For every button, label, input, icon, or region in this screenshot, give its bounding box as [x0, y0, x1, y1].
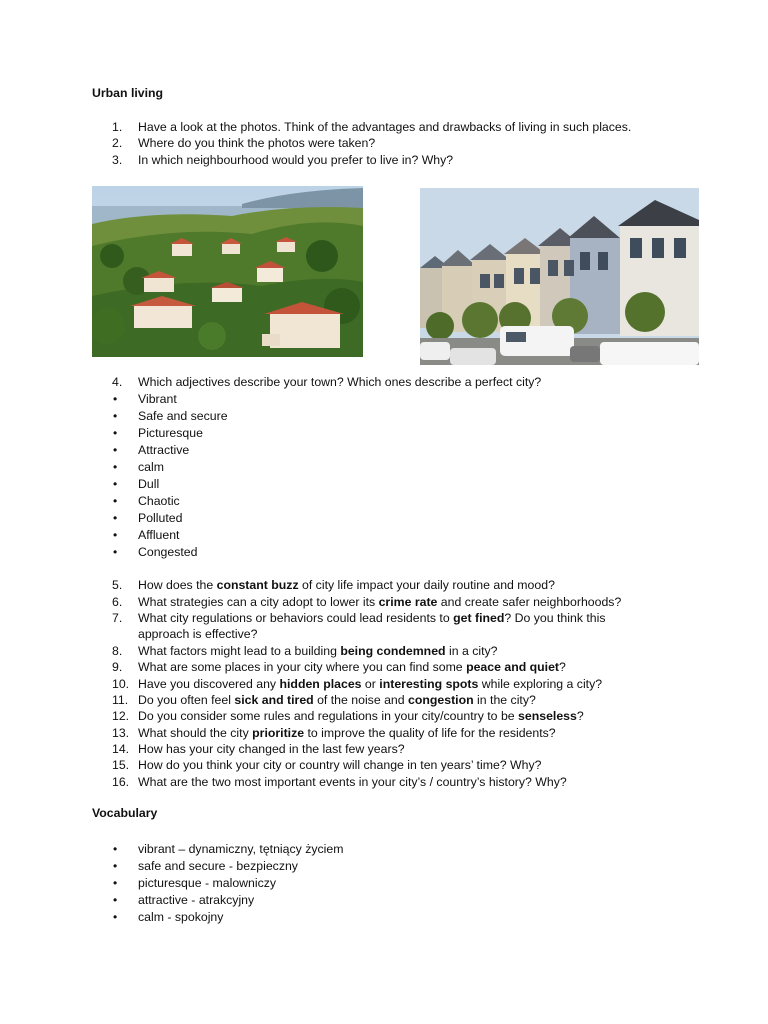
item-number: 2.	[112, 136, 123, 150]
item-number: 11.	[112, 693, 129, 707]
bullet-text: Congested	[138, 545, 198, 559]
victorian-houses-photo	[420, 188, 699, 365]
item-text: Where do you think the photos were taken?	[138, 136, 376, 150]
vocabulary-text: picturesque - malowniczy	[138, 876, 277, 890]
item-text: What strategies can a city adopt to lower its crime rate and create safer neighborhoods?	[138, 595, 622, 609]
item-text: In which neighbourhood would you prefer to live in? Why?	[138, 153, 454, 167]
bullet-dot: •	[113, 876, 118, 890]
item-text: What should the city prioritize to improve the quality of life for the residents?	[138, 726, 556, 740]
bullet-text: Affluent	[138, 528, 180, 542]
bullet-dot: •	[113, 545, 118, 559]
vocabulary-text: attractive - atrakcyjny	[138, 893, 255, 907]
key-phrase: constant buzz	[216, 578, 299, 592]
item-text: What are the two most important events in your city’s / country’s history? Why?	[138, 775, 567, 789]
bullet-dot: •	[113, 528, 118, 542]
hillside-village-photo	[92, 186, 363, 357]
item-number: 7.	[112, 611, 123, 625]
key-phrase: prioritize	[252, 726, 305, 740]
key-phrase: senseless	[518, 709, 577, 723]
item-number: 8.	[112, 644, 123, 658]
bullet-text: Polluted	[138, 511, 183, 525]
item-number: 5.	[112, 578, 123, 592]
bullet-text: Chaotic	[138, 494, 180, 508]
bullet-text: Safe and secure	[138, 409, 228, 423]
item-text: How does the constant buzz of city life impact your daily routine and mood?	[138, 578, 555, 592]
item-number: 13.	[112, 726, 130, 740]
bullet-dot: •	[113, 893, 118, 907]
vocabulary-text: safe and secure - bezpieczny	[138, 859, 298, 873]
item-number: 14.	[112, 742, 130, 756]
bullet-text: calm	[138, 460, 164, 474]
bullet-dot: •	[113, 460, 118, 474]
item-text: Have a look at the photos. Think of the advantages and drawbacks of living in such places.	[138, 120, 632, 134]
victorian-houses-image	[420, 188, 699, 365]
bullet-dot: •	[113, 392, 118, 406]
bullet-dot: •	[113, 511, 118, 525]
item-text: Do you often feel sick and tired of the noise and congestion in the city?	[138, 693, 536, 707]
bullet-dot: •	[113, 409, 118, 423]
bullet-text: Picturesque	[138, 426, 203, 440]
item-text: What are some places in your city where you can find some peace and quiet?	[138, 660, 566, 674]
item-number: 10.	[112, 677, 130, 691]
item-text: How do you think your city or country will change in ten years’ time? Why?	[138, 758, 542, 772]
bullet-text: Attractive	[138, 443, 190, 457]
bullet-dot: •	[113, 443, 118, 457]
key-phrase: sick and tired	[234, 693, 314, 707]
key-phrase: crime rate	[378, 595, 438, 609]
key-phrase: peace and quiet	[466, 660, 560, 674]
bullet-dot: •	[113, 494, 118, 508]
item-number: 4.	[112, 375, 123, 389]
bullet-dot: •	[113, 910, 118, 924]
vocabulary-text: vibrant – dynamiczny, tętniący życiem	[138, 842, 344, 856]
vocabulary-title: Vocabulary	[92, 806, 158, 820]
item-text: Do you consider some rules and regulations in your city/country to be senseless?	[138, 709, 584, 723]
bullet-dot: •	[113, 477, 118, 491]
bullet-dot: •	[113, 426, 118, 440]
item-text: Which adjectives describe your town? Which ones describe a perfect city?	[138, 375, 542, 389]
page-title: Urban living	[92, 86, 164, 100]
item-number: 3.	[112, 153, 123, 167]
key-phrase: congestion	[408, 693, 474, 707]
bullet-dot: •	[113, 859, 118, 873]
key-phrase: get fined	[453, 611, 505, 625]
hillside-village-image	[92, 186, 363, 357]
item-number: 15.	[112, 758, 130, 772]
item-text: How has your city changed in the last few years?	[138, 742, 405, 756]
item-number: 9.	[112, 660, 123, 674]
key-phrase: hidden places	[279, 677, 362, 691]
item-number: 16.	[112, 775, 130, 789]
bullet-dot: •	[113, 842, 118, 856]
item-text: Have you discovered any hidden places or interesting spots while exploring a city?	[138, 677, 603, 691]
item-number: 6.	[112, 595, 123, 609]
item-text: What factors might lead to a building being condemned in a city?	[138, 644, 498, 658]
item-number: 12.	[112, 709, 130, 723]
item-text: What city regulations or behaviors could lead residents to get fined? Do you think this	[138, 611, 606, 625]
item-text: approach is effective?	[138, 627, 258, 641]
vocabulary-text: calm - spokojny	[138, 910, 224, 924]
bullet-text: Dull	[138, 477, 160, 491]
item-number: 1.	[112, 120, 123, 134]
key-phrase: being condemned	[340, 644, 446, 658]
key-phrase: interesting spots	[379, 677, 479, 691]
bullet-text: Vibrant	[138, 392, 177, 406]
